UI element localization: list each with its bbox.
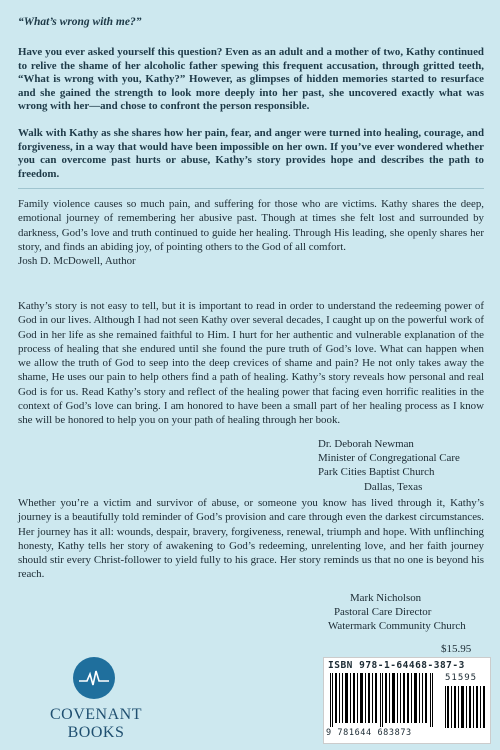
publisher-name: COVENANT BOOKS [50,706,142,741]
endorsement-attribution [18,437,484,494]
attribution-line: Park Cities Baptist Church [318,466,435,479]
endorsement-attribution: Josh D. McDowell, Author [18,255,136,268]
barcode-main-bars [328,673,440,727]
endorsement-2 [18,299,484,494]
blurb-paragraph-2: Walk with Kathy as she shares how her pain, fear, and anger were turned into healing, courage, and forgiveness, in a way that would have been impossible on her own. If you’ve ever wondered whether you can overcome past hurts or abuse, Kathy’s story provides hope and describes the path to freedom. [18,127,484,180]
price-label: $15.95 [441,643,472,655]
tagline: “What’s wrong with me?” [18,16,142,28]
back-cover-header [0,0,500,180]
attribution-line: Dallas, Texas [364,480,423,493]
endorsement-text: Family violence causes so much pain, and suffering for those who are victims. Kathy shares the deep, emotional journey of remembering her abusive past. Though at times she felt lost and surrounded by darkness, God’s love and truth continued to guide her healing. Through His leading, she openly shares her story, and finds an abiding joy, of pointing others to the God of all comfort. [18,198,484,253]
barcode-addon-bars [444,686,486,728]
attribution-line: Minister of Congregational Care [318,451,460,464]
endorsement-attribution [18,591,484,634]
endorsement-1 [18,197,484,268]
isbn-text: ISBN 978-1-64468-387-3 [328,660,465,671]
endorsement-3 [18,496,484,634]
attribution-line: Dr. Deborah Newman [318,437,414,450]
endorsement-text: Kathy’s story is not easy to tell, but it is important to read in order to understand the redeeming power of God in our lives. Although I had not seen Kathy over several decades, I caught up on the powerful work of God in her life as she remained faithful to Him. I hurt for her authentic and vulnerable explanation of the process of healing that she endured until she found the pure truth of God’s love. What can happen when we allow the truth of God to seep into the deep crevices of shame and pain? He not only takes away the shame, He uses our pain to help others find a path of healing. Kathy’s story reveals how personal and real God is for us. Read Kathy’s story and reflect of the healing power that facing even horrific realities in the context of God’s love can bring. I am honored to have been a small part of her healing process as I know she will be honored to help you on your path of healing through her book. [18,300,484,427]
attribution-line: Pastoral Care Director [334,606,432,619]
blurb-paragraph-1: Have you ever asked yourself this question? Even as an adult and a mother of two, Kathy continued to relive the shame of her alcoholic father spewing this frequent accusation, through gritted teeth, “What is wrong with you, Kathy?” However, as glimpses of hidden memories started to resurface and she gained the strength to look more deeply into her past, she uncovered exactly what was wrong with her—and chose to confront the person responsible. [18,46,484,113]
publisher-logo-icon [73,657,115,699]
divider [18,188,484,189]
barcode-addon-number: 51595 [445,673,478,683]
barcode [323,657,491,744]
attribution-line: Watermark Community Church [328,620,466,633]
endorsement-text: Whether you’re a victim and survivor of abuse, or someone you know has lived through it, Kathy’s journey is a beautifully told reminder of God’s provision and care through even the darkest circumstances. Her journey has it all: wounds, despair, bravery, forgiveness, renewal, triumph and hope. With unflinching honesty, Kathy tells her story of awakening to God’s redeeming, unrelenting love, and her faith journey should stir every Christ-follower to yield fully to his grace. Her story reminds us that no one is beyond his reach. [18,497,484,581]
barcode-ean-number: 9 781644 683873 [326,728,412,738]
attribution-line: Mark Nicholson [350,591,422,604]
